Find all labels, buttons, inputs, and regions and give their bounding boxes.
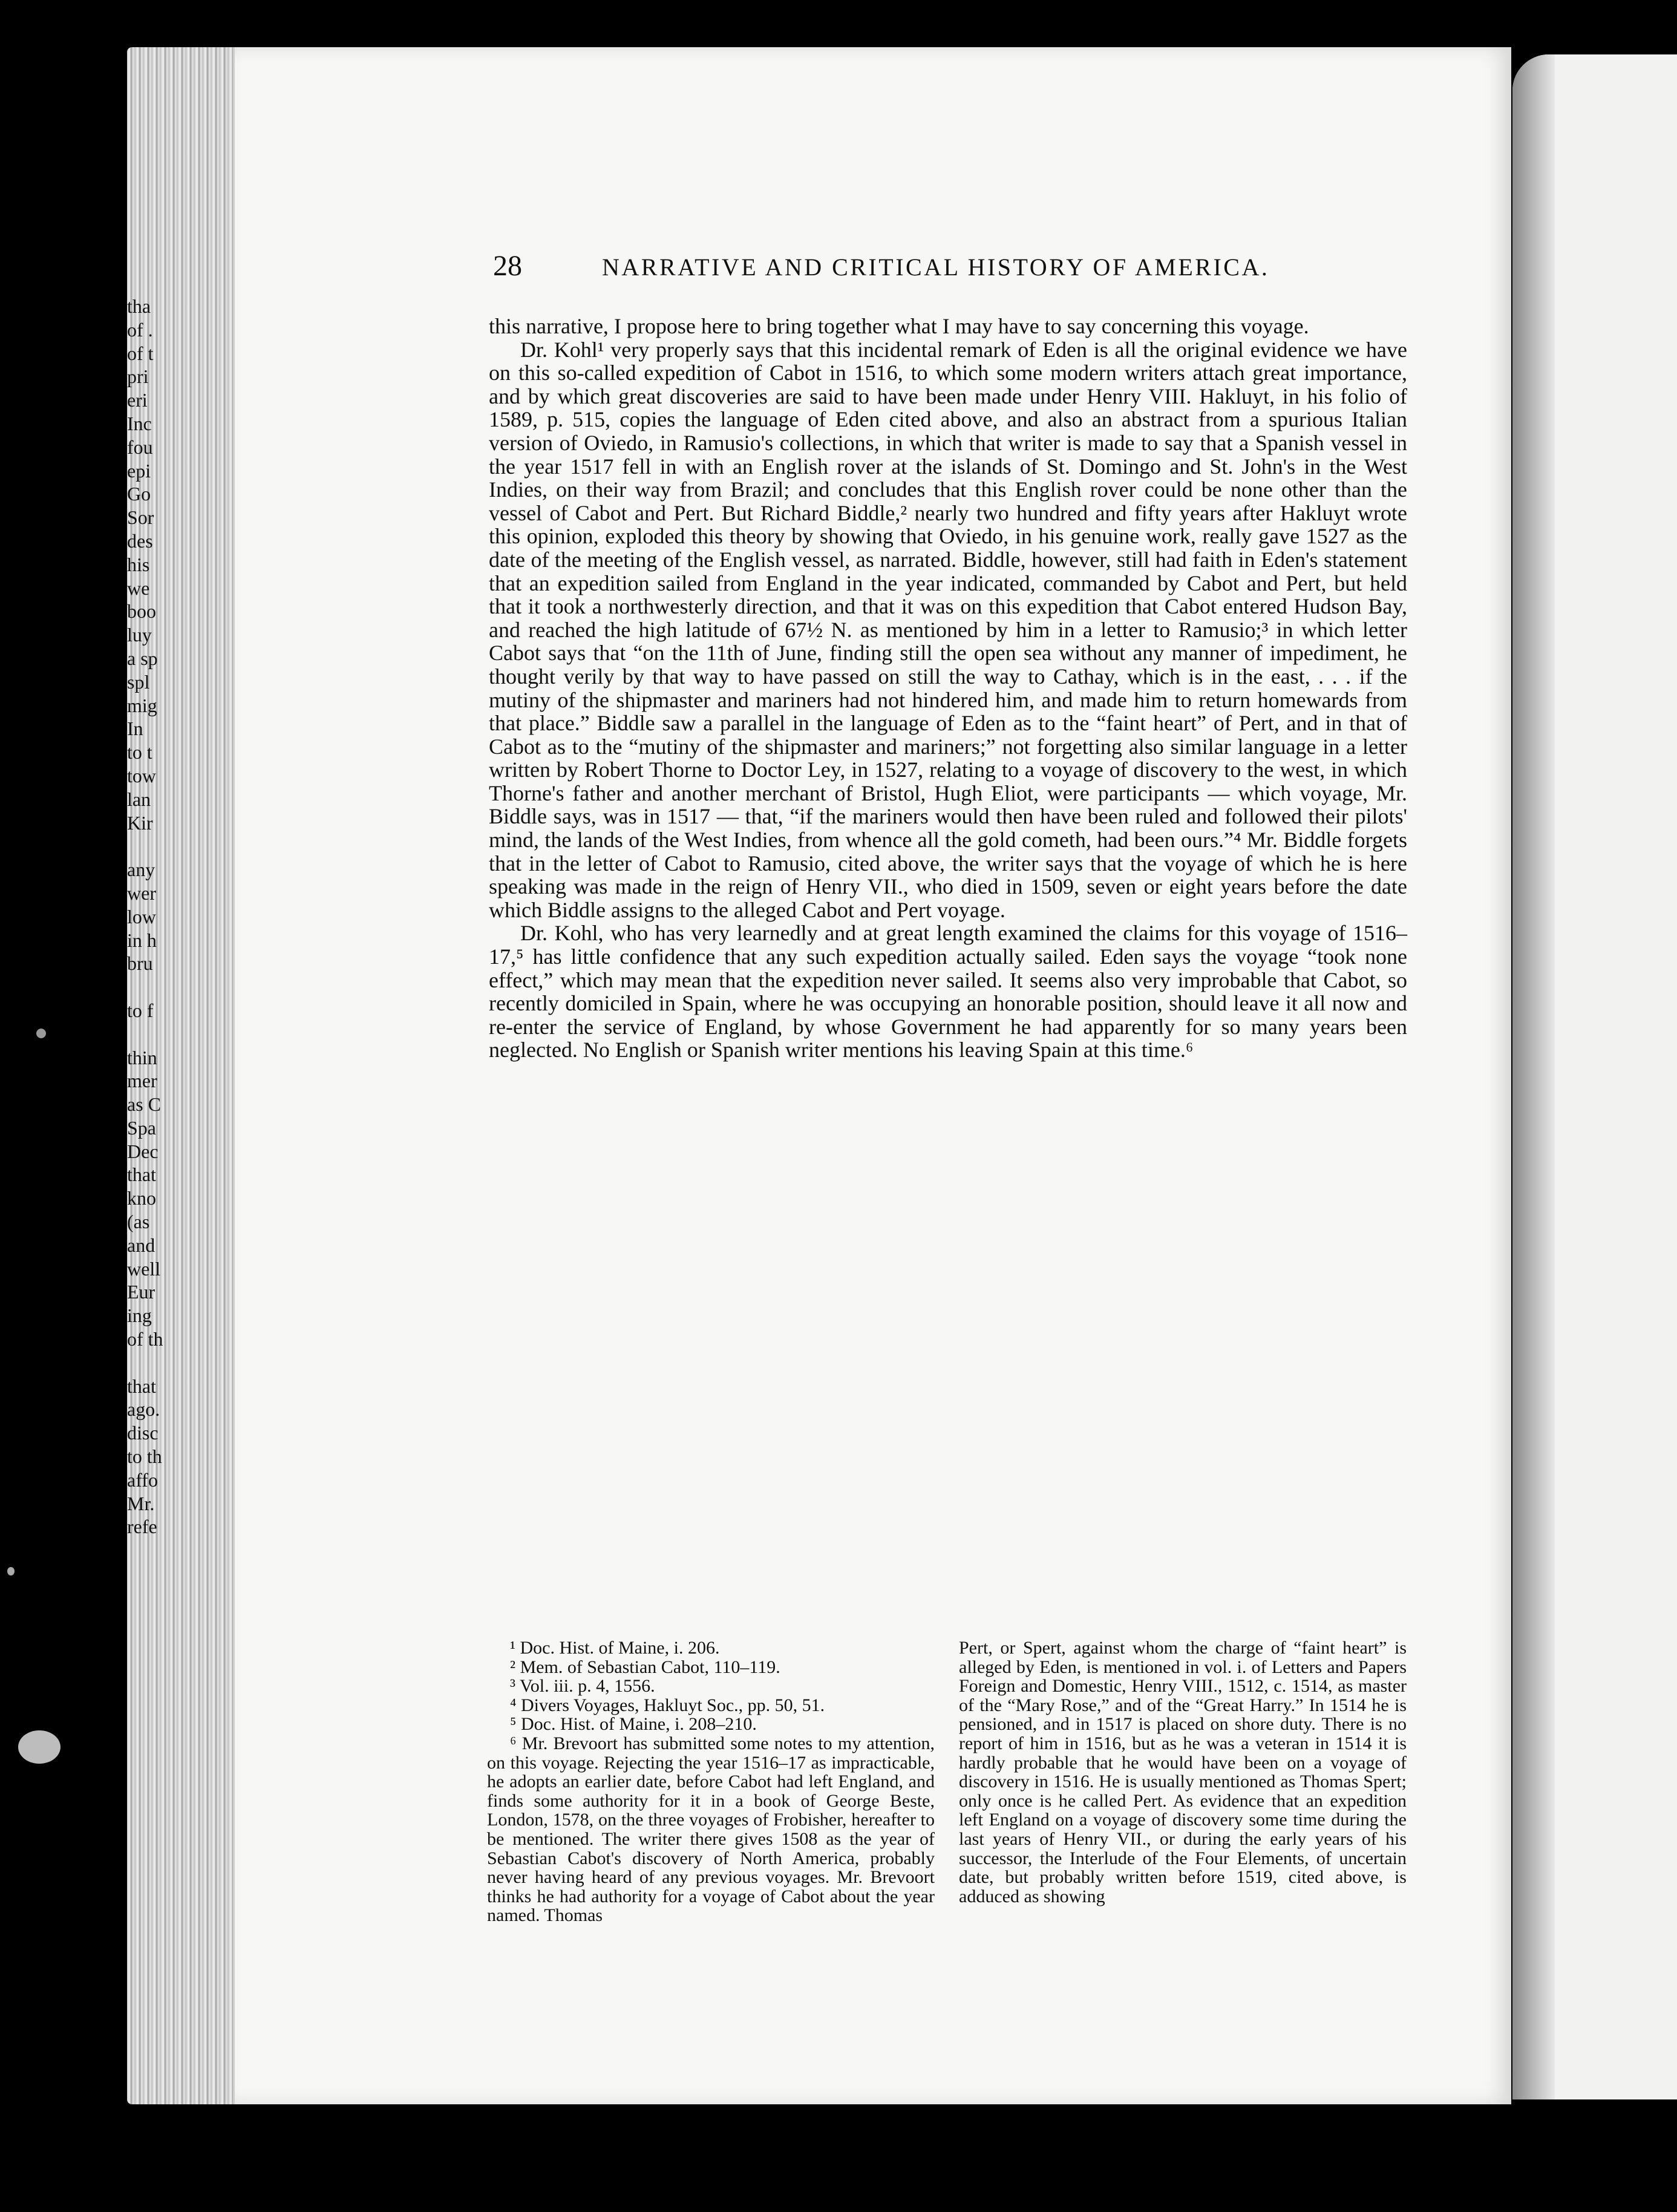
facing-page-line: of t	[127, 342, 154, 364]
facing-page-line: Go	[127, 483, 151, 505]
facing-page-line: to th	[127, 1445, 162, 1468]
facing-page-line: boo	[127, 600, 156, 623]
footnote-5: ⁵ Doc. Hist. of Maine, i. 208–210.	[510, 1714, 757, 1735]
footnote-2: ² Mem. of Sebastian Cabot, 110–119.	[510, 1657, 780, 1677]
running-title: NARRATIVE AND CRITICAL HISTORY OF AMERICA.	[602, 254, 1270, 281]
facing-page-line: well	[127, 1257, 161, 1280]
page-number: 28	[493, 250, 522, 282]
facing-page-line: eri	[127, 389, 148, 411]
facing-page-line: any	[127, 859, 155, 881]
facing-page-line	[127, 975, 165, 999]
footnote-4: ⁴ Divers Voyages, Hakluyt Soc., pp. 50, 51.	[510, 1695, 825, 1715]
page-header	[493, 249, 1307, 286]
facing-page-line: (as	[127, 1211, 150, 1233]
facing-page-line: that	[127, 1375, 156, 1397]
facing-page-line: lan	[127, 788, 151, 810]
footnotes	[487, 1638, 1407, 1925]
dust-speck	[36, 1029, 46, 1038]
footnote-6-continued: Pert, or Spert, against whom the charge of “faint heart” is alleged by Eden, is mentioned in vol. i. of Letters and Papers Foreign and Domestic, Henry VIII., 1512, c. 1514, as master of the “Mary Rose,” and of the “Great Harry.” In 1514 he is pensioned, and in 1517 is placed on shore duty. There is no report of him in 1516, but as he was a veteran in 1514 it is hardly probable that he would have been on a voyage of discovery in 1516. He is usually mentioned as Thomas Spert; only once is he called Pert. As evidence that an expedition left England on a voyage of discovery some time during the last years of Henry VII., or during the early years of his successor, the Interlude of the Four Elements, of uncertain date, but probably written before 1519, cited above, is adduced as showing	[959, 1638, 1407, 1906]
facing-page-line: that	[127, 1163, 156, 1186]
facing-page-line: Sor	[127, 506, 154, 529]
facing-page-line: to f	[127, 999, 154, 1021]
facing-page-line: epi	[127, 459, 151, 482]
facing-page-line: in h	[127, 929, 157, 951]
facing-page-line: a sp	[127, 647, 158, 669]
dust-speck	[18, 1730, 60, 1764]
footnotes-right-column	[959, 1638, 1407, 1925]
facing-page-line: Eur	[127, 1281, 155, 1303]
facing-page-line: disc	[127, 1422, 159, 1444]
facing-page-line: pri	[127, 365, 149, 388]
facing-page-line: mer	[127, 1070, 157, 1092]
facing-page-line	[127, 834, 165, 858]
facing-page-line: his	[127, 553, 150, 575]
facing-page-line: wer	[127, 882, 156, 904]
facing-page-line: affo	[127, 1468, 158, 1491]
facing-page-line	[127, 1351, 165, 1375]
dust-speck	[7, 1567, 15, 1576]
facing-page-line: of th	[127, 1328, 163, 1350]
facing-page-line: fou	[127, 436, 153, 458]
footnote-6: ⁶ Mr. Brevoort has submitted some notes to my attention, on this voyage. Rejecting the year 1516–17 as impracticable, he adopts an earlier date, before Cabot had left England, and finds some authority for it in a book of George Beste, London, 1578, on the three voyages of Frobisher, hereafter to be mentioned. The writer there gives 1508 as the year of Sebastian Cabot's discovery of North America, probably never having heard of any previous voyages. Mr. Brevoort thinks he had authority for a voyage of Cabot about the year named. Thomas	[487, 1733, 935, 1926]
footnote-1: ¹ Doc. Hist. of Maine, i. 206.	[510, 1638, 720, 1658]
facing-page-line: bru	[127, 952, 153, 975]
facing-page-line: as C	[127, 1093, 161, 1116]
facing-page-line: Spa	[127, 1116, 156, 1139]
facing-page-line: des	[127, 529, 153, 552]
facing-page-line: mig	[127, 694, 157, 716]
facing-page-line: spl	[127, 670, 150, 693]
facing-page-gutter	[1512, 54, 1555, 2099]
facing-page-line: of .	[127, 318, 153, 341]
facing-page-line: to t	[127, 741, 152, 764]
facing-page-line: Mr.	[127, 1492, 155, 1514]
facing-page-line: we	[127, 577, 150, 599]
main-text	[489, 315, 1407, 1062]
facing-page-line: Kir	[127, 811, 153, 834]
facing-page-line: In	[127, 718, 143, 740]
facing-page-line: refe	[127, 1516, 157, 1538]
facing-page	[1512, 54, 1677, 2099]
paragraph-kohl-claims: Dr. Kohl, who has very learnedly and at great length examined the claims for this voyage of 1516–17,⁵ has little confidence that any such expedition actually sailed. Eden says the voyage “took none effect,” which may mean that the expedition never sailed. It seems also very improbable that Cabot, so recently domiciled in Spain, where he was occupying an honorable position, should leave it all now and re-enter the service of England, by whose Government he had apparently for so many years been neglected. No English or Spanish writer mentions his leaving Spain at this time.⁶	[489, 921, 1407, 1062]
facing-page-line	[127, 1023, 165, 1046]
paragraph-kohl-eden: Dr. Kohl¹ very properly says that this incidental remark of Eden is all the original evidence we have on this so-called expedition of Cabot in 1516, to which some modern writers attach great importance, and by which great discoveries are said to have been made under Henry VIII. Hakluyt, in his folio of 1589, p. 515, copies the language of Eden cited above, and also an abstract from a spurious Italian version of Oviedo, in Ramusio's collections, in which that writer is made to say that a Spanish vessel in the year 1517 fell in with an English rover at the islands of St. Domingo and St. John's in the West Indies, on their way from Brazil; and concludes that this English rover could be none other than the vessel of Cabot and Pert. But Richard Biddle,² nearly two hundred and fifty years after Hakluyt wrote this opinion, exploded this theory by showing that Oviedo, in his genuine work, really gave 1527 as the date of the meeting of the English vessel, as narrated. Biddle, however, still had faith in Eden's statement that an expedition sailed from England in the year indicated, commanded by Cabot and Pert, but held that it took a northwesterly direction, and that it was on this expedition that Cabot entered Hudson Bay, and reached the high latitude of 67½ N. as mentioned by him in a letter to Ramusio;³ in which letter Cabot says that “on the 11th of June, finding still the open sea without any manner of impediment, he thought verily by that way to have passed on still the way to Cathay, which is in the east, . . . if the mutiny of the shipmaster and mariners had not hindered him, and made him to return homewards from that place.” Biddle saw a parallel in the language of Eden as to the “faint heart” of Pert, and in that of Cabot as to the “mutiny of the shipmaster and mariners;” not forgetting also similar language in a letter written by Robert Thorne to Doctor Ley, in 1527, relating to a voyage of discovery to the west, in which Thorne's father and another merchant of Bristol, Hugh Eliot, were participants — which voyage, Mr. Biddle says, was in 1517 — that, “if the mariners would then have been ruled and followed their pilots' mind, the lands of the West Indies, from whence all the gold cometh, had been ours.”⁴ Mr. Biddle forgets that in the letter of Cabot to Ramusio, cited above, the writer says that the voyage of which he is here speaking was made in the reign of Henry VII., who died in 1509, seven or eight years before the date which Biddle assigns to the alleged Cabot and Pert voyage.	[489, 337, 1407, 922]
facing-page-line: thin	[127, 1046, 157, 1068]
facing-page-text	[127, 295, 165, 1539]
facing-page-line: Dec	[127, 1140, 159, 1162]
facing-page-line: Inc	[127, 412, 152, 434]
facing-page-line: luy	[127, 624, 152, 646]
facing-page-line: and	[127, 1234, 155, 1256]
facing-page-line: tow	[127, 764, 156, 787]
paragraph-continuation: this narrative, I propose here to bring together what I may have to say concerning this voyage.	[489, 314, 1309, 338]
facing-page-line: low	[127, 905, 156, 928]
facing-page-line: tha	[127, 295, 151, 317]
facing-page-line: ing	[127, 1304, 152, 1327]
footnotes-left-column	[487, 1638, 935, 1925]
footnote-3: ³ Vol. iii. p. 4, 1556.	[510, 1676, 655, 1697]
facing-page-line: ago.	[127, 1398, 160, 1421]
facing-page-line: kno	[127, 1187, 156, 1209]
